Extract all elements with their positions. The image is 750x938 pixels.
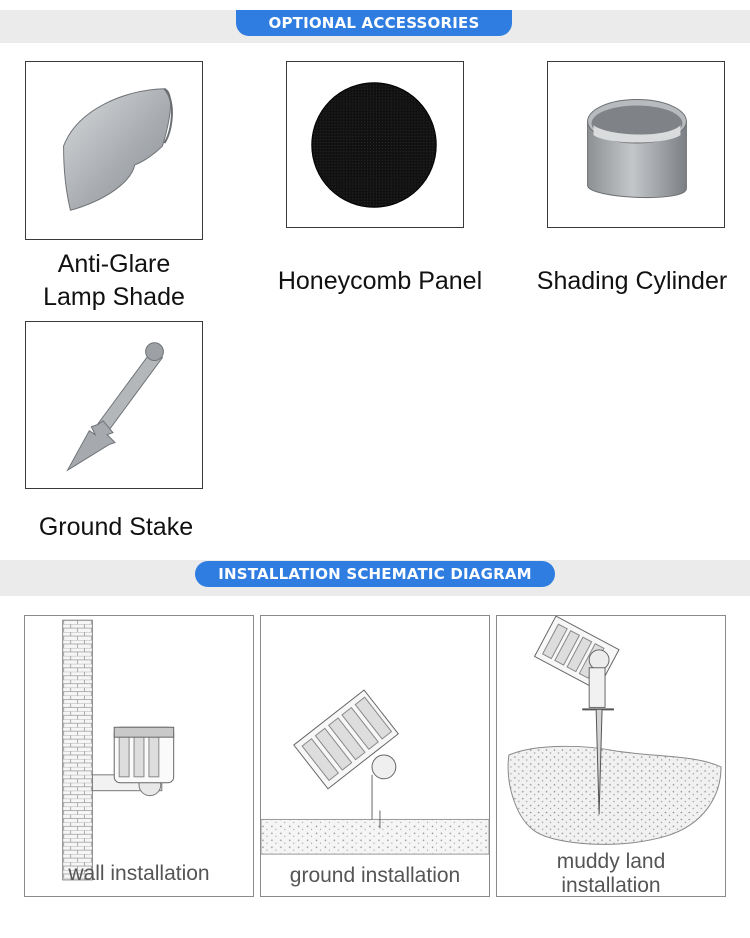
installation-label-ground: ground installation	[289, 864, 461, 887]
installation-label-wall: wall installation	[68, 862, 210, 885]
honeycomb-panel-icon	[287, 62, 463, 227]
accessory-image-cylinder	[547, 61, 725, 228]
accessories-section-title: OPTIONAL ACCESSORIES	[236, 10, 512, 36]
accessory-label-lamp-shade: Anti-Glare Lamp Shade	[43, 250, 185, 311]
installation-label-muddy: muddy land installation	[556, 850, 666, 897]
installation-panel-wall	[24, 615, 254, 897]
shading-cylinder-icon	[548, 62, 724, 227]
accessory-label-honeycomb: Honeycomb Panel	[277, 267, 483, 295]
accessory-label-cylinder: Shading Cylinder	[536, 267, 728, 295]
ground-stake-icon	[26, 322, 202, 488]
installation-section-title: INSTALLATION SCHEMATIC DIAGRAM	[195, 561, 555, 587]
installation-panel-ground	[260, 615, 490, 897]
accessory-image-lamp-shade	[25, 61, 203, 240]
accessory-label-ground-stake: Ground Stake	[38, 513, 194, 541]
installation-panel-muddy	[496, 615, 726, 897]
ground-mount-icon	[261, 616, 489, 896]
accessory-image-ground-stake	[25, 321, 203, 489]
accessory-image-honeycomb	[286, 61, 464, 228]
lamp-shade-icon	[26, 62, 202, 239]
wall-mount-icon	[25, 616, 253, 896]
